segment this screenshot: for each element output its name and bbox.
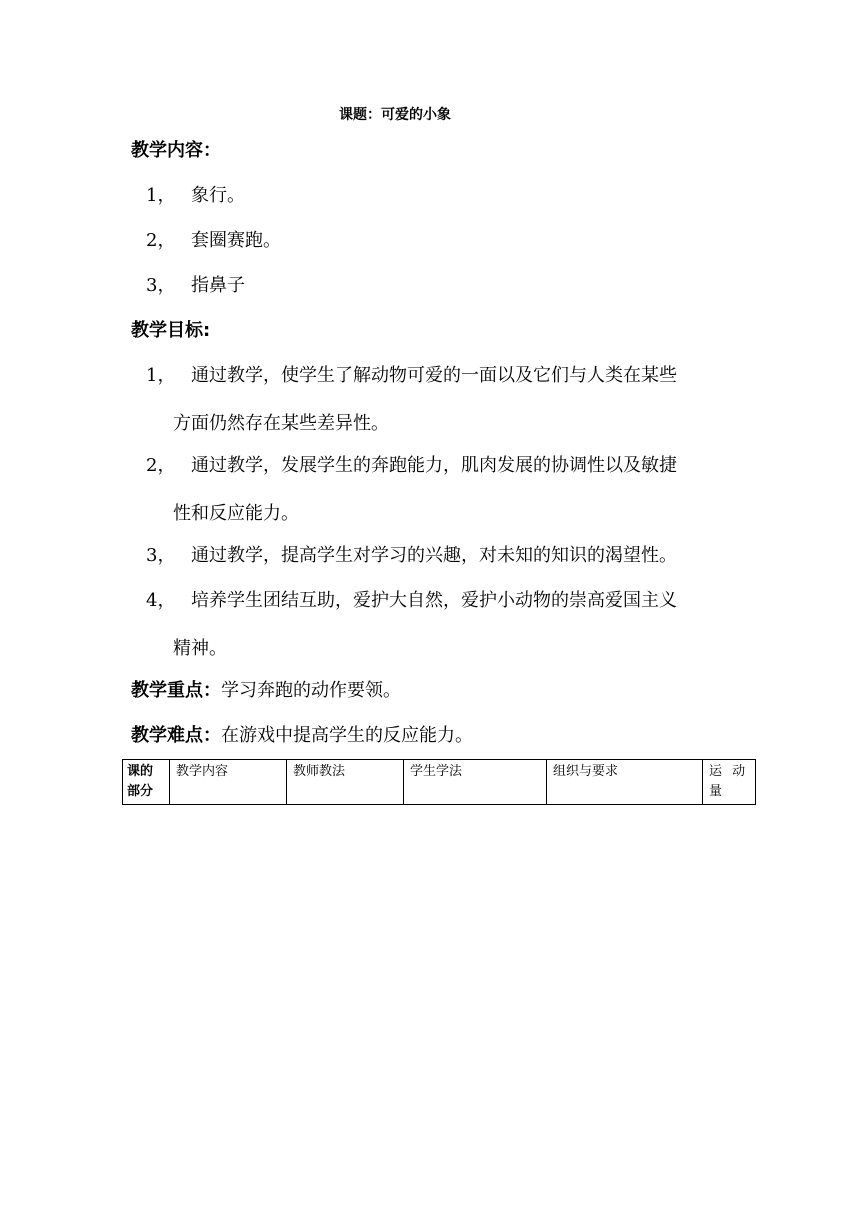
objective-item — [146, 589, 677, 659]
difficulty-label: 教学难点： — [131, 725, 221, 746]
content-item-number: 2， — [146, 230, 176, 251]
content-item — [146, 274, 245, 298]
content-heading: 教学内容： — [131, 140, 221, 161]
objective-item — [146, 454, 677, 524]
objective-item-number: 1， — [146, 365, 176, 386]
key-point — [131, 679, 401, 703]
content-item-text: 象行。 — [191, 185, 245, 206]
table-header-cell: 教学内容 — [170, 760, 287, 805]
page-title: 课题：可爱的小象 — [339, 107, 451, 123]
objective-item-text: 通过教学，使学生了解动物可爱的一面以及它们与人类在某些 — [191, 365, 677, 386]
content-item-number: 3， — [146, 275, 176, 296]
content-item-text: 套圈赛跑。 — [191, 230, 281, 251]
key-point-label: 教学重点： — [131, 680, 221, 701]
objectives-heading: 教学目标: — [131, 320, 211, 341]
objective-item — [146, 544, 677, 568]
objective-item-text: 通过教学，发展学生的奔跑能力，肌肉发展的协调性以及敏捷 — [191, 455, 677, 476]
difficulty-text: 在游戏中提高学生的反应能力。 — [221, 725, 473, 746]
content-item — [146, 184, 245, 208]
table-header-cell: 组织与要求 — [547, 760, 703, 805]
objective-item-number: 4， — [146, 590, 176, 611]
key-point-text: 学习奔跑的动作要领。 — [221, 680, 401, 701]
objective-item-text: 通过教学，提高学生对学习的兴趣，对未知的知识的渴望性。 — [191, 545, 677, 566]
table-header-cell: 课的部分 — [123, 760, 170, 805]
table-header-cell: 学生学法 — [404, 760, 547, 805]
content-item-text: 指鼻子 — [191, 275, 245, 296]
objective-item-number: 3， — [146, 545, 176, 566]
objective-item-continuation: 精神。 — [173, 638, 227, 659]
objective-item-continuation: 性和反应能力。 — [173, 503, 299, 524]
objective-item-text: 培养学生团结互助，爱护大自然，爱护小动物的崇高爱国主义 — [191, 590, 677, 611]
objective-item-number: 2， — [146, 455, 176, 476]
table-header-cell: 运 动 量 — [703, 760, 756, 805]
objective-item — [146, 364, 677, 434]
content-item-number: 1， — [146, 185, 176, 206]
content-item — [146, 229, 281, 253]
table-header-cell: 教师教法 — [287, 760, 404, 805]
objective-item-continuation: 方面仍然存在某些差异性。 — [173, 413, 389, 434]
lesson-table — [122, 759, 756, 805]
difficulty — [131, 724, 473, 748]
table-header-row — [123, 760, 756, 805]
